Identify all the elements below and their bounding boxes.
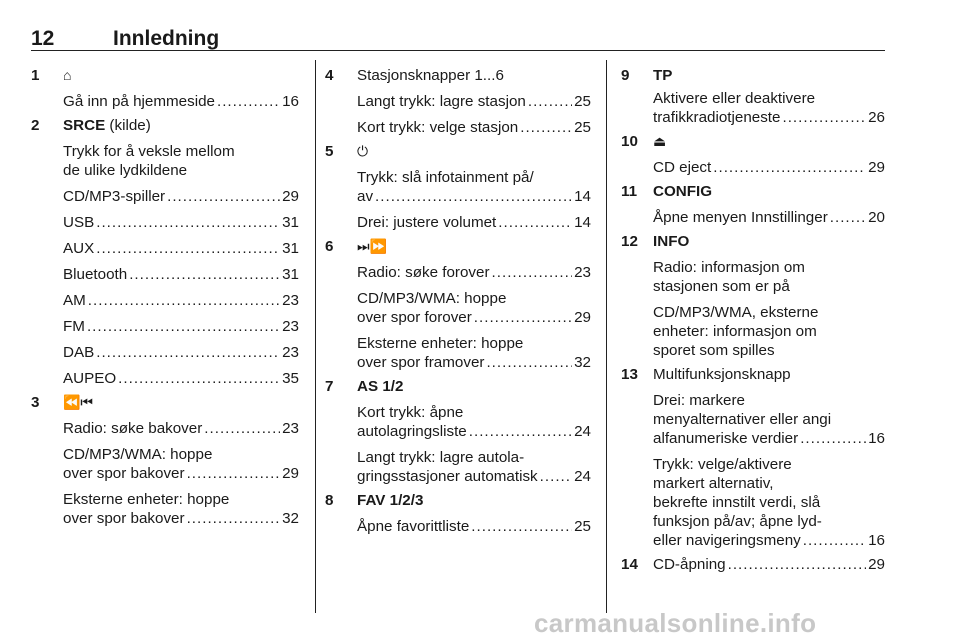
- dot-leader: [486, 353, 572, 372]
- item-title: [653, 182, 885, 201]
- dot-leader: [88, 291, 280, 310]
- index-entry: [653, 158, 885, 177]
- item-number: 2: [31, 117, 40, 134]
- dot-leader: [498, 213, 572, 232]
- index-entry: [357, 213, 591, 232]
- index-entry: [653, 277, 885, 296]
- index-entry: [357, 308, 591, 327]
- entry-text: Trykk: velge/aktivere: [653, 456, 792, 473]
- item-title: [653, 365, 885, 384]
- entry-text: CD/MP3-spiller: [63, 188, 166, 205]
- eject-icon: ⏏: [653, 133, 667, 149]
- entry-text: CD eject: [653, 159, 712, 176]
- dot-leader: [540, 467, 572, 486]
- entry-text: av: [357, 188, 374, 205]
- item-number: 5: [325, 143, 334, 160]
- entry-text: Trykk for å veksle mellom: [63, 143, 235, 160]
- index-item: [31, 116, 299, 388]
- index-entry: [653, 391, 885, 410]
- page-ref: 32: [282, 510, 299, 527]
- item-number: 3: [31, 394, 40, 411]
- entry-text: stasjonen som er på: [653, 278, 790, 295]
- dot-leader: [118, 369, 280, 388]
- index-line: [653, 108, 885, 127]
- entry-text: CD-åpning: [653, 556, 726, 573]
- entry-text: CD/MP3/WMA: hoppe: [63, 446, 213, 463]
- index-entry: [63, 291, 299, 310]
- entry-text: gringsstasjoner automatisk: [357, 468, 538, 485]
- index-entry: [63, 161, 299, 180]
- index-entry: [63, 317, 299, 336]
- page-ref: 29: [868, 556, 885, 573]
- dot-leader: [217, 92, 280, 111]
- item-title: [357, 377, 591, 396]
- item-title: [357, 491, 591, 510]
- entry-text: Drei: justere volumet: [357, 214, 497, 231]
- index-line: [357, 118, 591, 137]
- index-line: [357, 213, 591, 232]
- entry-text: Åpne menyen Innstillinger: [653, 209, 828, 226]
- entry-text: enheter: informasjon om: [653, 323, 817, 340]
- item-title-key: INFO: [653, 233, 690, 250]
- index-entry: [63, 265, 299, 284]
- item-title: [357, 237, 591, 256]
- index-item: [621, 555, 885, 574]
- item-title: [357, 142, 591, 161]
- index-line: [357, 92, 591, 111]
- index-item: [621, 232, 885, 360]
- index-line: [653, 208, 885, 227]
- item-title: [653, 66, 885, 85]
- dot-leader: [830, 208, 866, 227]
- item-number: 11: [621, 183, 638, 200]
- index-entry: [653, 303, 885, 322]
- page-ref: 31: [282, 214, 299, 231]
- item-number: 9: [621, 67, 630, 84]
- index-entry: [653, 455, 885, 474]
- page-ref: 24: [574, 468, 591, 485]
- page-ref: 25: [574, 93, 591, 110]
- index-entry: [653, 258, 885, 277]
- item-number: 7: [325, 378, 334, 395]
- index-item: [621, 132, 885, 177]
- item-number: 10: [621, 133, 638, 150]
- entry-text: trafikkradiotjeneste: [653, 109, 781, 126]
- entry-text: Radio: søke bakover: [63, 420, 203, 437]
- page-ref: 23: [282, 292, 299, 309]
- dot-leader: [129, 265, 280, 284]
- dot-leader: [474, 308, 572, 327]
- page-header: [31, 27, 885, 51]
- entry-text: bekrefte innstilt verdi, slå: [653, 494, 821, 511]
- entry-text: autolagringsliste: [357, 423, 467, 440]
- item-number: 8: [325, 492, 334, 509]
- page-ref: 25: [574, 518, 591, 535]
- column-divider: [606, 60, 607, 613]
- item-number: 6: [325, 238, 334, 255]
- entry-text: DAB: [63, 344, 95, 361]
- index-entry: [357, 92, 591, 111]
- index-line: [63, 213, 299, 232]
- dot-leader: [187, 464, 281, 483]
- index-entry: [63, 213, 299, 232]
- entry-text: Kort trykk: åpne: [357, 404, 464, 421]
- index-entry: [63, 445, 299, 464]
- index-entry: [357, 353, 591, 372]
- index-entry: [63, 187, 299, 206]
- entry-text: over spor forover: [357, 309, 472, 326]
- item-title: [63, 116, 299, 135]
- entry-text: CD/MP3/WMA: hoppe: [357, 290, 507, 307]
- item-title-text: Stasjonsknapper 1...6: [357, 67, 504, 84]
- index-entry: [653, 474, 885, 493]
- page-ref: 23: [282, 344, 299, 361]
- index-entry: [63, 239, 299, 258]
- index-line: [653, 158, 885, 177]
- page-ref: 31: [282, 240, 299, 257]
- dot-leader: [713, 158, 866, 177]
- entry-text: Bluetooth: [63, 266, 128, 283]
- entry-text: over spor bakover: [63, 510, 185, 527]
- header-rule: [31, 50, 885, 51]
- index-entry: [63, 490, 299, 509]
- index-line: [63, 239, 299, 258]
- item-number: 14: [621, 556, 638, 573]
- index-line: [63, 419, 299, 438]
- item-title-key: SRCE: [63, 117, 106, 134]
- index-item: [325, 66, 591, 137]
- item-title-text: Multifunksjonsknapp: [653, 366, 791, 383]
- page-ref: 29: [282, 465, 299, 482]
- index-line: [63, 343, 299, 362]
- index-entry: [357, 448, 591, 467]
- item-title: [357, 66, 591, 85]
- dot-leader: [803, 531, 866, 550]
- index-line: [357, 467, 591, 486]
- index-entry: [653, 429, 885, 448]
- page-ref: 29: [868, 159, 885, 176]
- item-title-key: AS 1/2: [357, 378, 404, 395]
- dot-leader: [204, 419, 280, 438]
- item-number: 12: [621, 233, 638, 250]
- index-line: [653, 555, 885, 574]
- entry-text: Trykk: slå infotainment på/: [357, 169, 534, 186]
- entry-text: Aktivere eller deaktivere: [653, 90, 816, 107]
- item-title: [653, 132, 885, 151]
- entry-text: USB: [63, 214, 95, 231]
- index-entry: [63, 509, 299, 528]
- page-ref: 26: [868, 109, 885, 126]
- page-ref: 35: [282, 370, 299, 387]
- entry-text: AUPEO: [63, 370, 117, 387]
- entry-text: de ulike lydkildene: [63, 162, 188, 179]
- item-title: [653, 232, 885, 251]
- index-entry: [653, 410, 885, 429]
- dot-leader: [800, 429, 866, 448]
- dot-leader: [96, 239, 280, 258]
- index-line: [357, 187, 591, 206]
- entry-text: Gå inn på hjemmeside: [63, 93, 215, 110]
- index-line: [63, 464, 299, 483]
- item-title: [653, 555, 885, 574]
- index-line: [357, 422, 591, 441]
- page-ref: 14: [574, 188, 591, 205]
- index-entry: [357, 467, 591, 486]
- entry-text: AM: [63, 292, 86, 309]
- page-ref: 32: [574, 354, 591, 371]
- item-title-key: CONFIG: [653, 183, 713, 200]
- entry-text: menyalternativer eller angi: [653, 411, 832, 428]
- item-title: [63, 66, 299, 85]
- index-line: [63, 187, 299, 206]
- entry-text: markert alternativ,: [653, 475, 774, 492]
- dot-leader: [167, 187, 280, 206]
- index-item: [621, 365, 885, 550]
- dot-leader: [469, 422, 572, 441]
- dot-leader: [187, 509, 281, 528]
- entry-text: CD/MP3/WMA, eksterne: [653, 304, 819, 321]
- index-entry: [653, 341, 885, 360]
- entry-text: Radio: informasjon om: [653, 259, 805, 276]
- index-entry: [357, 289, 591, 308]
- entry-text: Langt trykk: lagre autola-: [357, 449, 525, 466]
- page-ref: 29: [574, 309, 591, 326]
- index-item: [325, 237, 591, 372]
- index-item: [325, 491, 591, 536]
- index-entry: [357, 334, 591, 353]
- index-item: [325, 142, 591, 232]
- entry-text: Kort trykk: velge stasjon: [357, 119, 519, 136]
- index-item: [31, 66, 299, 111]
- index-line: [63, 369, 299, 388]
- entry-text: funksjon på/av; åpne lyd-: [653, 513, 822, 530]
- index-item: [621, 182, 885, 227]
- column-3: [621, 66, 885, 574]
- index-line: [357, 517, 591, 536]
- entry-text: Åpne favorittliste: [357, 518, 470, 535]
- index-entry: [653, 512, 885, 531]
- page-ref: 16: [868, 430, 885, 447]
- page-title: Innledning: [113, 27, 220, 50]
- index-line: [63, 265, 299, 284]
- dot-leader: [87, 317, 280, 336]
- watermark: carmanualsonline.info: [534, 608, 817, 638]
- dot-leader: [492, 263, 573, 282]
- item-title-note: (kilde): [105, 117, 151, 134]
- page-ref: 20: [868, 209, 885, 226]
- page-ref: 25: [574, 119, 591, 136]
- page-ref: 23: [282, 318, 299, 335]
- index-line: [63, 92, 299, 111]
- entry-text: sporet som spilles: [653, 342, 775, 359]
- seek-back-icon: ⏪⏮: [63, 394, 94, 410]
- dot-leader: [471, 517, 572, 536]
- index-line: [653, 531, 885, 550]
- page-ref: 29: [282, 188, 299, 205]
- index-entry: [63, 419, 299, 438]
- index-entry: [63, 142, 299, 161]
- entry-text: Eksterne enheter: hoppe: [357, 335, 524, 352]
- item-title-key: FAV 1/2/3: [357, 492, 424, 509]
- page-ref: 31: [282, 266, 299, 283]
- seek-forward-icon: ⏭⏩: [357, 238, 388, 254]
- index-line: [653, 429, 885, 448]
- item-title: [63, 393, 299, 412]
- entry-text: Langt trykk: lagre stasjon: [357, 93, 526, 110]
- dot-leader: [728, 555, 866, 574]
- index-entry: [653, 322, 885, 341]
- item-number: 13: [621, 366, 638, 383]
- page-ref: 24: [574, 423, 591, 440]
- index-entry: [63, 343, 299, 362]
- page-ref: 23: [282, 420, 299, 437]
- entry-text: alfanumeriske verdier: [653, 430, 799, 447]
- index-entry: [653, 208, 885, 227]
- entry-text: Radio: søke forover: [357, 264, 490, 281]
- entry-text: Drei: markere: [653, 392, 745, 409]
- dot-leader: [520, 118, 572, 137]
- index-entry: [63, 92, 299, 111]
- index-entry: [63, 369, 299, 388]
- column-2: [325, 66, 591, 536]
- entry-text: over spor framover: [357, 354, 485, 371]
- page-ref: 23: [574, 264, 591, 281]
- entry-text: over spor bakover: [63, 465, 185, 482]
- dot-leader: [528, 92, 572, 111]
- column-1: [31, 66, 299, 528]
- page-ref: 14: [574, 214, 591, 231]
- dot-leader: [96, 343, 280, 362]
- index-entry: [653, 531, 885, 550]
- home-icon: ⌂: [63, 67, 72, 83]
- index-line: [357, 353, 591, 372]
- index-entry: [357, 168, 591, 187]
- entry-text: AUX: [63, 240, 95, 257]
- power-icon: ⏻: [357, 143, 369, 159]
- dot-leader: [375, 187, 572, 206]
- index-entry: [63, 464, 299, 483]
- column-divider: [315, 60, 316, 613]
- index-entry: [357, 403, 591, 422]
- index-entry: [653, 89, 885, 108]
- page-ref: 16: [282, 93, 299, 110]
- index-entry: [357, 263, 591, 282]
- index-item: [31, 393, 299, 528]
- index-entry: [653, 493, 885, 512]
- entry-text: FM: [63, 318, 85, 335]
- page-number: 12: [31, 27, 55, 50]
- index-entry: [357, 422, 591, 441]
- index-line: [63, 509, 299, 528]
- index-entry: [357, 187, 591, 206]
- item-number: 1: [31, 67, 40, 84]
- dot-leader: [96, 213, 280, 232]
- index-entry: [357, 118, 591, 137]
- index-entry: [653, 108, 885, 127]
- item-title-key: TP: [653, 67, 673, 84]
- index-item: [325, 377, 591, 486]
- index-item: [621, 66, 885, 127]
- index-line: [63, 291, 299, 310]
- index-line: [357, 308, 591, 327]
- index-line: [357, 263, 591, 282]
- dot-leader: [782, 108, 866, 127]
- entry-text: Eksterne enheter: hoppe: [63, 491, 230, 508]
- page-ref: 16: [868, 532, 885, 549]
- item-number: 4: [325, 67, 334, 84]
- index-entry: [357, 517, 591, 536]
- entry-text: eller navigeringsmeny: [653, 532, 801, 549]
- index-line: [63, 317, 299, 336]
